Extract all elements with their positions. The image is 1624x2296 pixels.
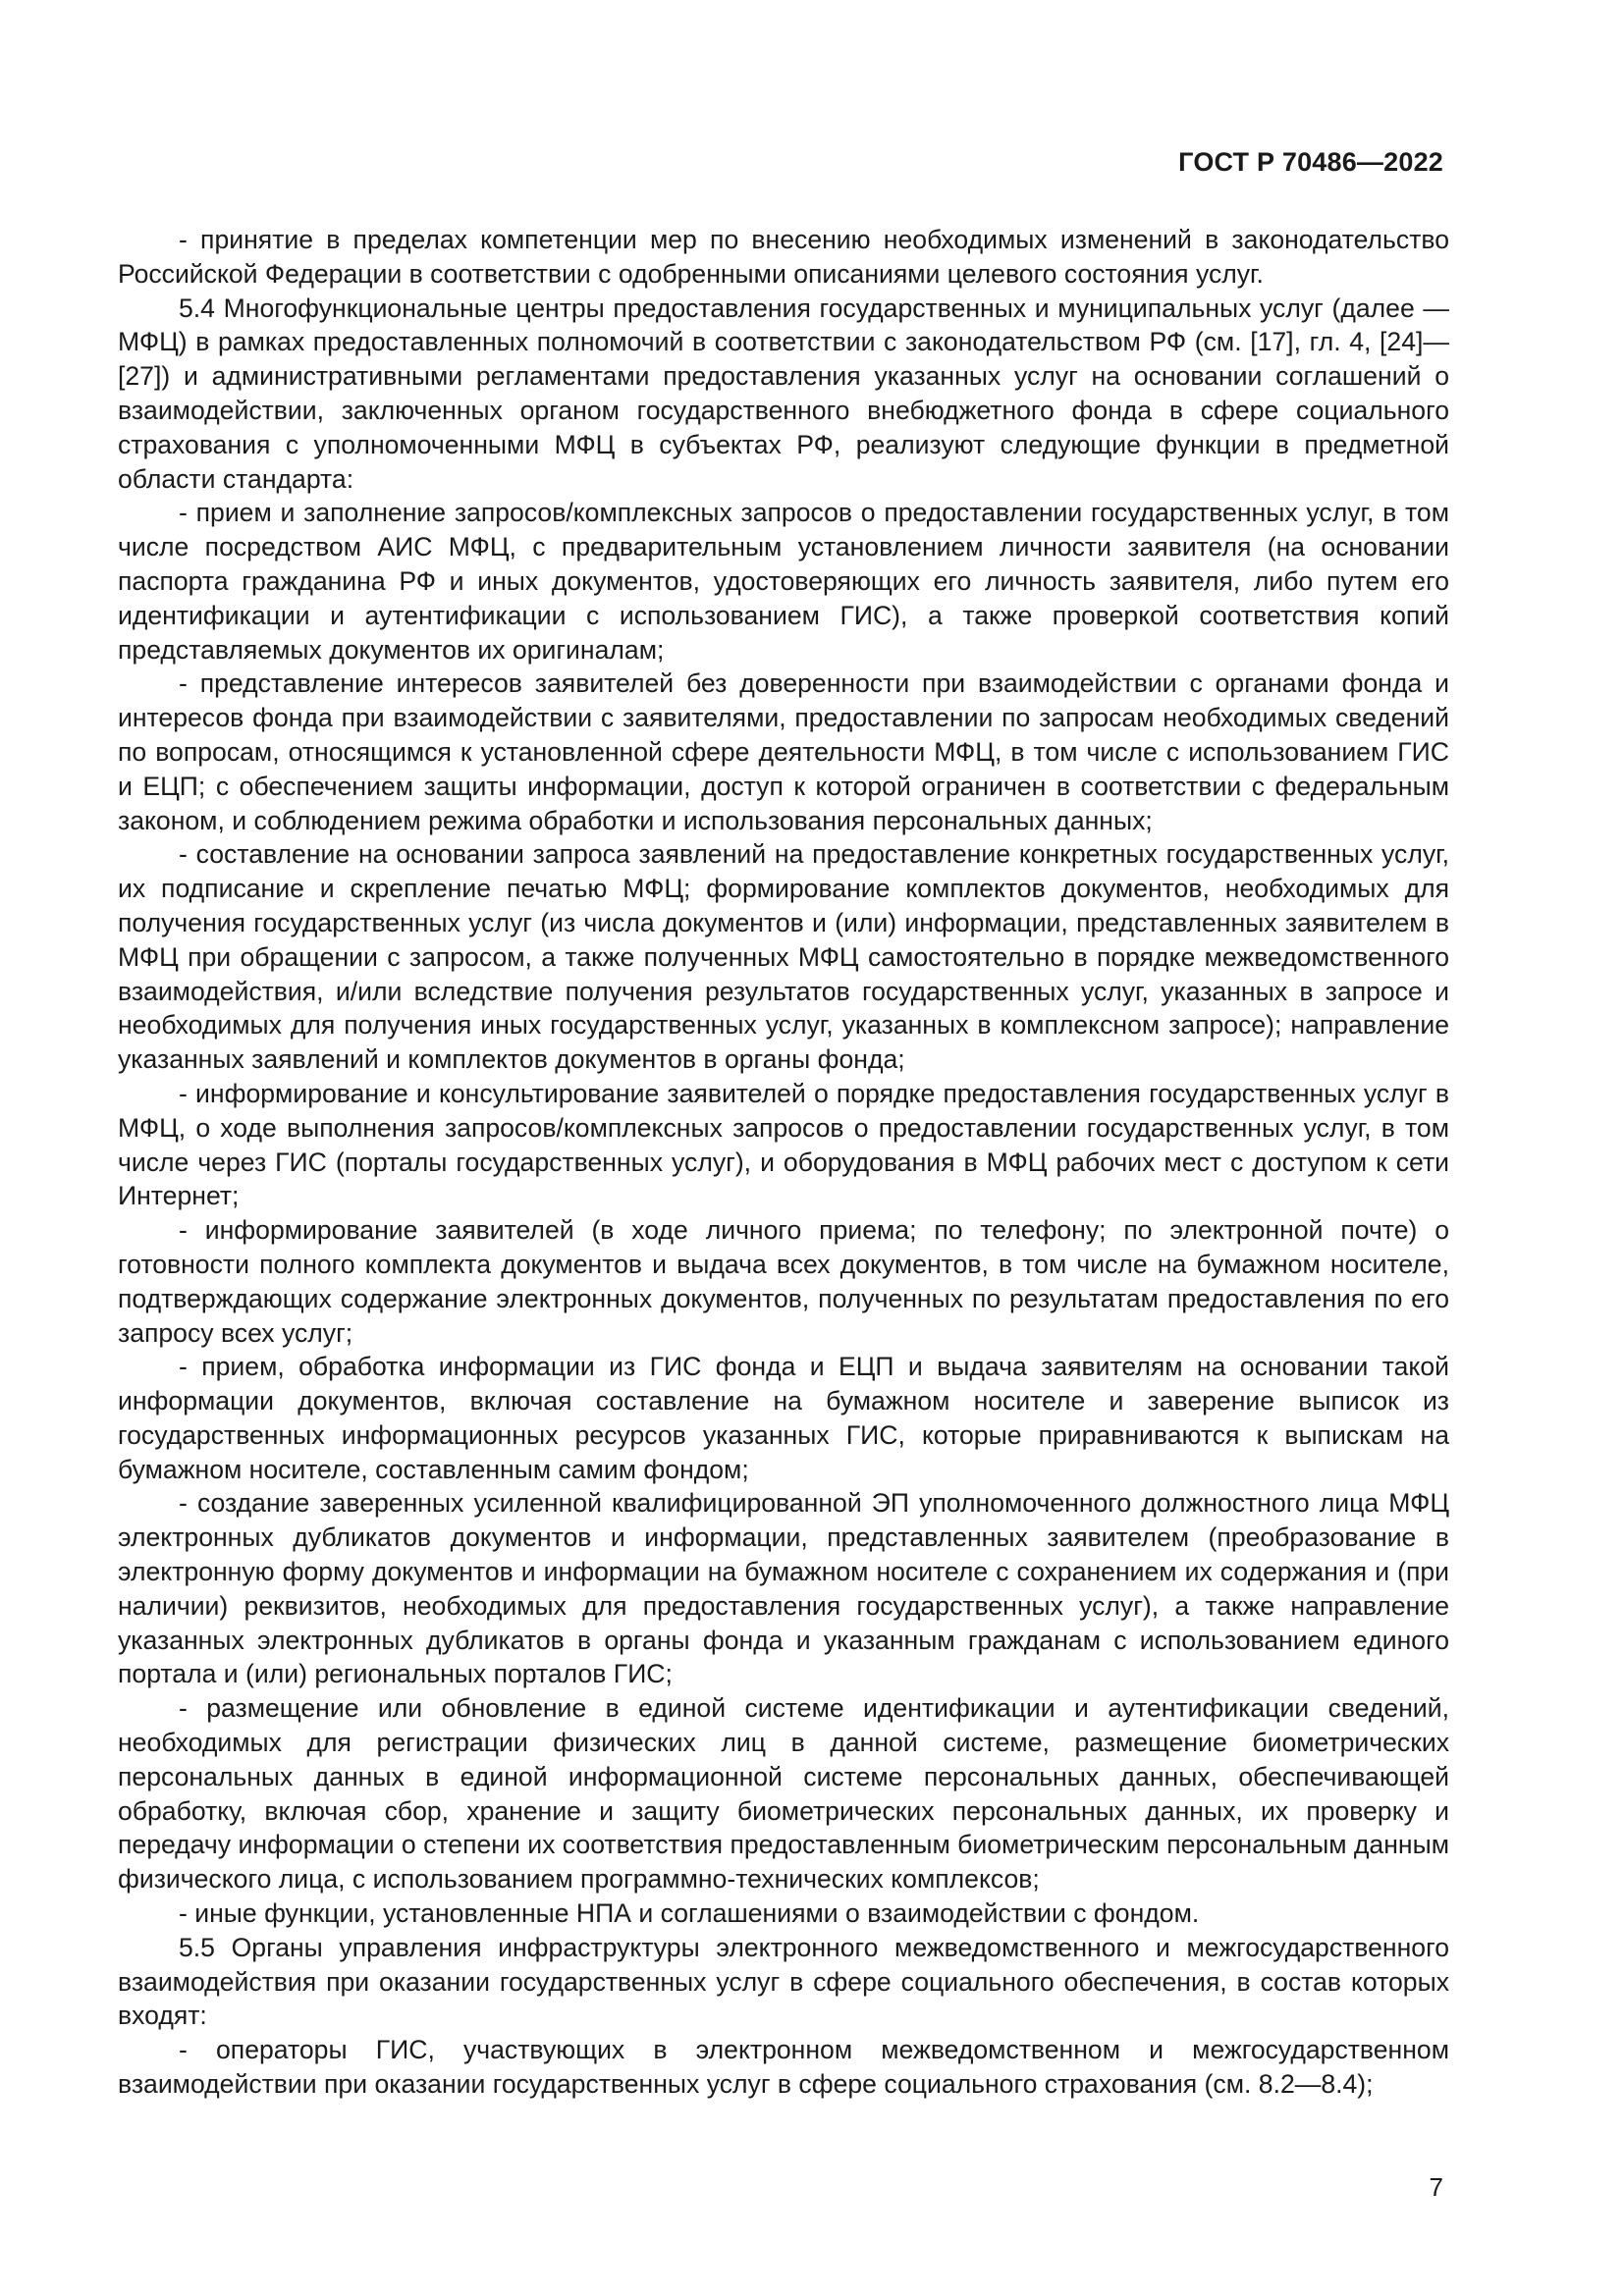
paragraph: - представление интересов заявителей без доверенности при взаимодействии с органами фонда и интересов фонда при взаимодействии с заявителями, предоставлении по запросам необходимых сведений по вопросам, относящимся к установленной сфере деятельности МФЦ, в том числе с использованием ГИС и ЕЦП; с обеспечением защиты информации, доступ к которой ограничен в соответствии с федеральным законом, и соблюдением режима обработки и использования персональных данных; <box>118 668 1449 835</box>
paragraph: - прием, обработка информации из ГИС фонда и ЕЦП и выдача заявителям на основании такой информации документов, включая составление на бумажном носителе и заверение выписок из государственных информационных ресурсов указанных ГИС, которые приравниваются к выпискам на бумажном носителе, составленным самим фондом; <box>118 1352 1449 1484</box>
paragraph: 5.5 Органы управления инфраструктуры электронного межведомственного и межгосударственного взаимодействия при оказании государственных услуг в сфере социального обеспечения, в состав которых входят: <box>118 1932 1449 2031</box>
paragraph: - иные функции, установленные НПА и соглашениями о взаимодействии с фондом. <box>179 1898 1200 1929</box>
paragraph: 5.4 Многофункциональные центры предоставления государственных и муниципальных услуг (далее — МФЦ) в рамках предоставленных полномочий в соответствии с законодательством РФ (см. [17], гл. 4, [24]—[27]) и административными регламентами предоставления указанных услуг на основании соглашений о взаимодействии, заключенных органом государственного внебюджетного фонда в сфере социального страхования с уполномоченными МФЦ в субъектах РФ, реализуют следующие функции в предметной области стандарта: <box>118 293 1449 494</box>
paragraph: - составление на основании запроса заявлений на предоставление конкретных государственных услуг, их подписание и скрепление печатью МФЦ; формирование комплектов документов, необходимых для получения государственных услуг (из числа документов и (или) информации, представленных заявителем в МФЦ при обращении с запросом, а также полученных МФЦ самостоятельно в порядке межведомственного взаимодействия, и/или вследствие получения результатов государственных услуг, указанных в запросе и необходимых для получения иных государственных услуг, указанных в комплексном запросе); направление указанных заявлений и комплектов документов в органы фонда; <box>118 839 1449 1075</box>
paragraph: - информирование заявителей (в ходе личного приема; по телефону; по электронной почте) о готовности полного комплекта документов и выдача всех документов, в том числе на бумажном носителе, подтверждающих содержание электронных документов, полученных по результатам предоставления по его запросу всех услуг; <box>118 1215 1449 1348</box>
paragraph: - размещение или обновление в единой системе идентификации и аутентификации сведений, необходимых для регистрации физических лиц в данной системе, размещение биометрических персональных данных в единой информационной системе персональных данных, обеспечивающей обработку, включая сбор, хранение и защиту биометрических персональных данных, их проверку и передачу информации о степени их соответствия предоставленным биометрическим персональным данным физического лица, с использованием программно-технических комплексов; <box>118 1693 1449 1895</box>
document-code-header: ГОСТ Р 70486—2022 <box>1178 147 1443 177</box>
paragraph: - прием и заполнение запросов/комплексных запросов о предоставлении государственных услуг, в том числе посредством АИС МФЦ, с предварительным установлением личности заявителя (на основании паспорта гражданина РФ и иных документов, удостоверяющих его личность заявителя, либо путем его идентификации и аутентификации с использованием ГИС), а также проверкой соответствия копий представляемых документов их оригиналам; <box>118 498 1449 665</box>
paragraph: - операторы ГИС, участвующих в электронном межведомственном и межгосударственном взаимодействии при оказании государственных услуг в сфере социального страхования (см. 8.2—8.4); <box>118 2035 1449 2100</box>
document-body <box>118 223 1449 2102</box>
paragraph: - принятие в пределах компетенции мер по внесению необходимых изменений в законодательство Российской Федерации в соответствии с одобренными описаниями целевого состояния услуг. <box>118 225 1449 289</box>
paragraph: - информирование и консультирование заявителей о порядке предоставления государственных услуг в МФЦ, о ходе выполнения запросов/комплексных запросов о предоставлении государственных услуг, в том числе через ГИС (порталы государственных услуг), и оборудования в МФЦ рабочих мест с доступом к сети Интернет; <box>118 1078 1449 1211</box>
paragraph: - создание заверенных усиленной квалифицированной ЭП уполномоченного должностного лица МФЦ электронных дубликатов документов и информации, представленных заявителем (преобразование в электронную форму документов и информации на бумажном носителе с сохранением их содержания и (при наличии) реквизитов, необходимых для предоставления государственных услуг), а также направление указанных электронных дубликатов в органы фонда и указанным гражданам с использованием единого портала и (или) региональных порталов ГИС; <box>118 1488 1449 1689</box>
page-number: 7 <box>1429 2172 1443 2202</box>
